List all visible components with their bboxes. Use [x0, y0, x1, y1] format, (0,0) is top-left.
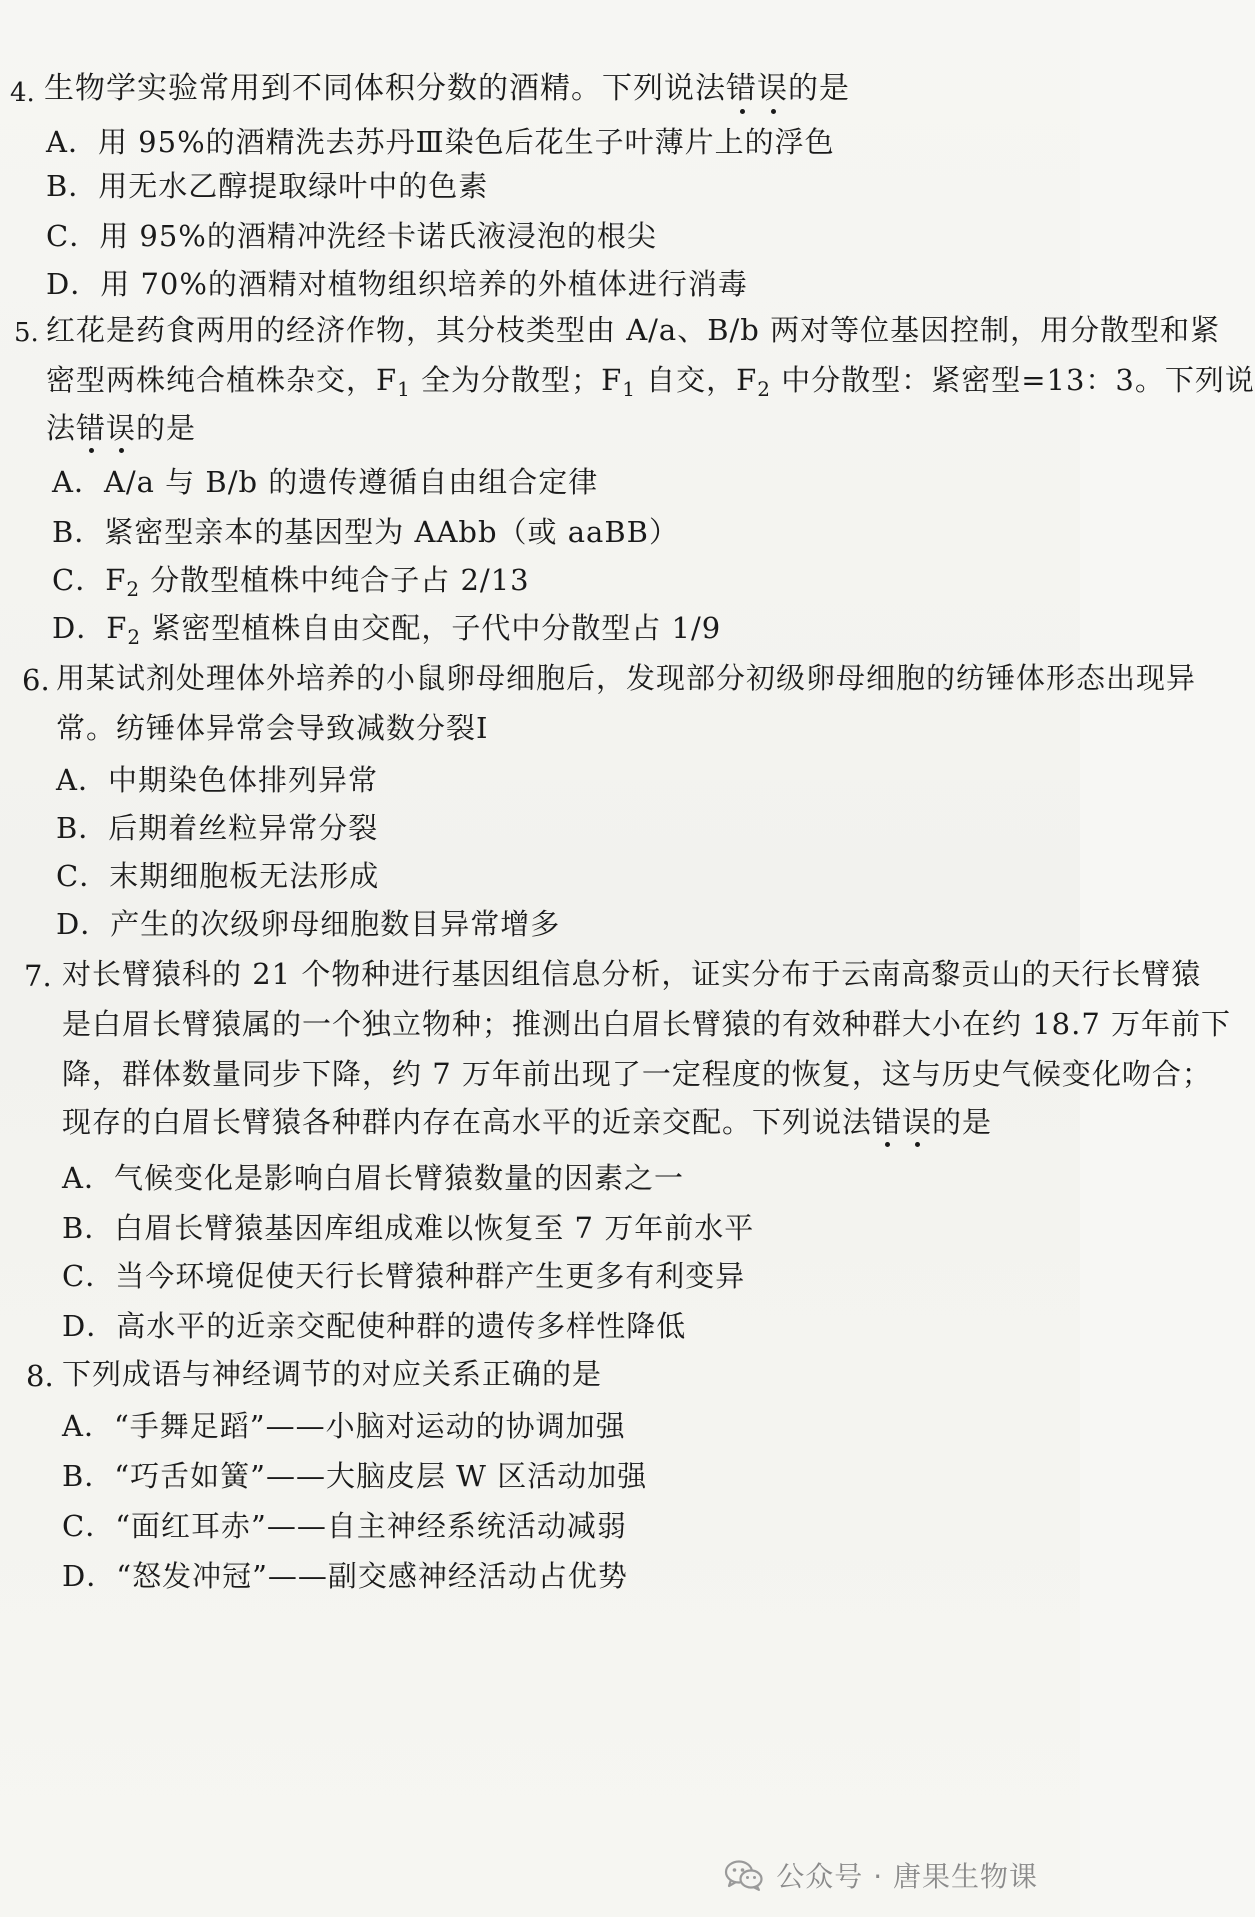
question-6-stem-line-1: 用某试剂处理体外培养的小鼠卵母细胞后，发现部分初级卵母细胞的纺锤体形态出现异 [56, 661, 1197, 695]
question-5-number: 5. [14, 318, 39, 348]
question-8-option-b: B．“巧舌如簧”——大脑皮层 W 区活动加强 [62, 1459, 648, 1493]
question-5-option-a: A．A/a 与 B/b 的遗传遵循自由组合定律 [52, 465, 599, 499]
wechat-icon [724, 1858, 764, 1892]
emphasis-mark: 误 [757, 71, 788, 106]
emphasis-mark: 误 [902, 1105, 933, 1139]
question-4-stem [44, 71, 850, 106]
watermark [724, 1855, 1038, 1895]
question-7-option-d: D．高水平的近亲交配使种群的遗传多样性降低 [62, 1309, 687, 1343]
question-7-stem-line-2: 是白眉长臂猿属的一个独立物种；推测出白眉长臂猿的有效种群大小在约 18.7 万年前下 [62, 1007, 1232, 1041]
question-6-option-b: B．后期着丝粒异常分裂 [56, 811, 379, 845]
question-5-option-c: C．$F_2$ 分散型植株中纯合子占 2/13 [52, 563, 530, 601]
question-6-option-a: A．中期染色体排列异常 [56, 763, 378, 797]
question-4-stem-end: 的是 [788, 71, 850, 106]
question-6-number: 6. [22, 663, 50, 697]
question-6-stem-line-2: 常。纺锤体异常会导致减数分裂Ⅰ [56, 711, 489, 745]
question-4-option-c: C．用 95%的酒精冲洗经卡诺氏液浸泡的根尖 [46, 219, 657, 253]
emphasis-mark: 错 [726, 71, 757, 106]
question-8-stem: 下列成语与神经调节的对应关系正确的是 [62, 1357, 603, 1391]
question-7-option-c: C．当今环境促使天行长臂猿种群产生更多有利变异 [62, 1259, 746, 1293]
question-8-option-a: A．“手舞足蹈”——小脑对运动的协调加强 [62, 1409, 626, 1443]
question-7-stem-line-4: 现存的白眉长臂猿各种群内存在高水平的近亲交配。下列说法错误的是 [62, 1105, 993, 1139]
question-5-stem-line-3: 法错误的是 [46, 411, 197, 445]
question-8-option-d: D．“怒发冲冠”——副交感神经活动占优势 [62, 1559, 628, 1593]
question-7-stem-line-1: 对长臂猿科的 21 个物种进行基因组信息分析，证实分布于云南高黎贡山的天行长臂猿 [62, 957, 1202, 991]
question-7-number: 7. [24, 959, 52, 993]
question-6-option-c: C．末期细胞板无法形成 [56, 859, 380, 893]
question-5-option-b: B．紧密型亲本的基因型为 AAbb（或 aaBB） [52, 515, 679, 549]
emphasis-mark: 误 [106, 411, 137, 445]
question-7-stem-line-3: 降，群体数量同步下降，约 7 万年前出现了一定程度的恢复，这与历史气候变化吻合； [62, 1057, 1212, 1091]
question-4-option-b: B．用无水乙醇提取绿叶中的色素 [46, 169, 489, 203]
question-8-option-c: C．“面红耳赤”——自主神经系统活动减弱 [62, 1509, 627, 1543]
emphasis-mark: 错 [76, 411, 107, 445]
question-4-stem-text: 生物学实验常用到不同体积分数的酒精。下列说法 [44, 71, 726, 106]
emphasis-mark: 错 [872, 1105, 903, 1139]
question-5-option-d: D．$F_2$ 紧密型植株自由交配，子代中分散型占 1/9 [52, 611, 722, 649]
question-7-option-b: B．白眉长臂猿基因库组成难以恢复至 7 万年前水平 [62, 1211, 755, 1245]
watermark-text: 公众号 · 唐果生物课 [776, 1860, 1038, 1893]
question-7-option-a: A．气候变化是影响白眉长臂猿数量的因素之一 [62, 1161, 684, 1195]
question-8-number: 8. [26, 1359, 54, 1393]
question-5-stem-line-1: 红花是药食两用的经济作物，其分枝类型由 A/a、B/b 两对等位基因控制，用分散型和紧 [46, 313, 1221, 347]
question-4-option-d: D．用 70%的酒精对植物组织培养的外植体进行消毒 [46, 267, 748, 301]
question-5-stem-line-2: 密型两株纯合植株杂交，$F_1$ 全为分散型；$F_1$ 自交，$F_2$ 中分散型：紧密型=13：3。下列说 [46, 363, 1255, 401]
question-4-option-a: A．用 95%的酒精洗去苏丹Ⅲ染色后花生子叶薄片上的浮色 [46, 125, 835, 159]
question-4-number: 4. [10, 78, 35, 108]
question-6-option-d: D．产生的次级卵母细胞数目异常增多 [56, 907, 561, 941]
